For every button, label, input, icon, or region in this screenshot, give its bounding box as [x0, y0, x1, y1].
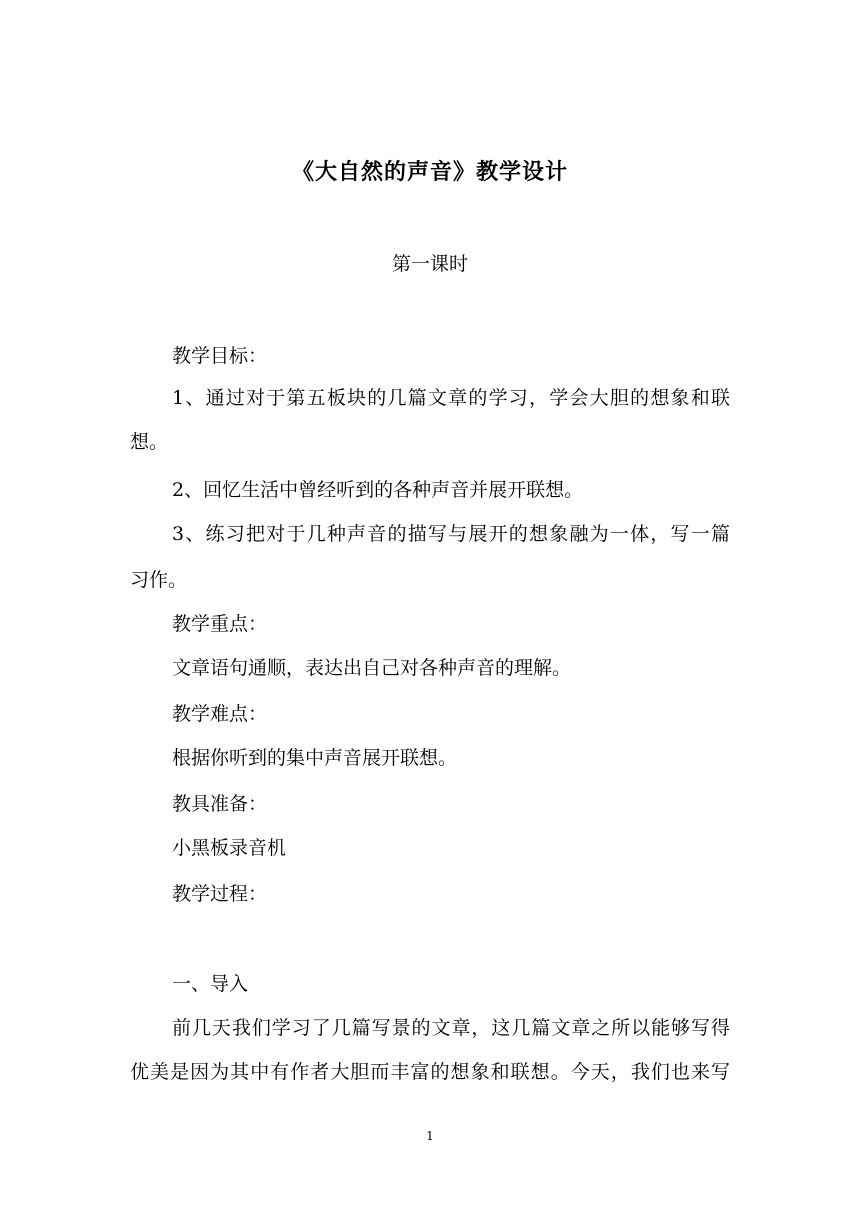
key-points-text: 文章语句通顺，表达出自己对各种声音的理解。: [172, 657, 572, 679]
heading-key-points: 教学重点：: [172, 613, 268, 635]
goal-1-line-2: 想。: [130, 431, 169, 453]
goal-3-line-2: 习作。: [130, 569, 188, 591]
heading-teaching-aids: 教具准备：: [172, 793, 268, 815]
goal-2: 2、回忆生活中曾经听到的各种声音并展开联想。: [172, 479, 584, 501]
goal-3-line-1: 3、练习把对于几种声音的描写与展开的想象融为一体，写一篇: [172, 523, 730, 545]
heading-teaching-goals: 教学目标：: [172, 345, 268, 367]
section-introduction: 一、导入: [172, 973, 249, 995]
page-number: 1: [426, 1129, 434, 1143]
document-title: 《大自然的声音》教学设计: [291, 159, 568, 185]
heading-difficulties: 教学难点：: [172, 703, 268, 725]
teaching-aids-text: 小黑板录音机: [172, 837, 287, 859]
intro-paragraph-line-1: 前几天我们学习了几篇写景的文章，这几篇文章之所以能够写得: [172, 1017, 730, 1039]
difficulties-text: 根据你听到的集中声音展开联想。: [172, 747, 458, 769]
goal-1-line-1: 1、通过对于第五板块的几篇文章的学习，学会大胆的想象和联: [172, 387, 730, 409]
intro-paragraph-line-2: 优美是因为其中有作者大胆而丰富的想象和联想。今天，我们也来写: [130, 1061, 730, 1083]
lesson-subtitle: 第一课时: [391, 253, 468, 275]
heading-teaching-process: 教学过程：: [172, 883, 268, 905]
